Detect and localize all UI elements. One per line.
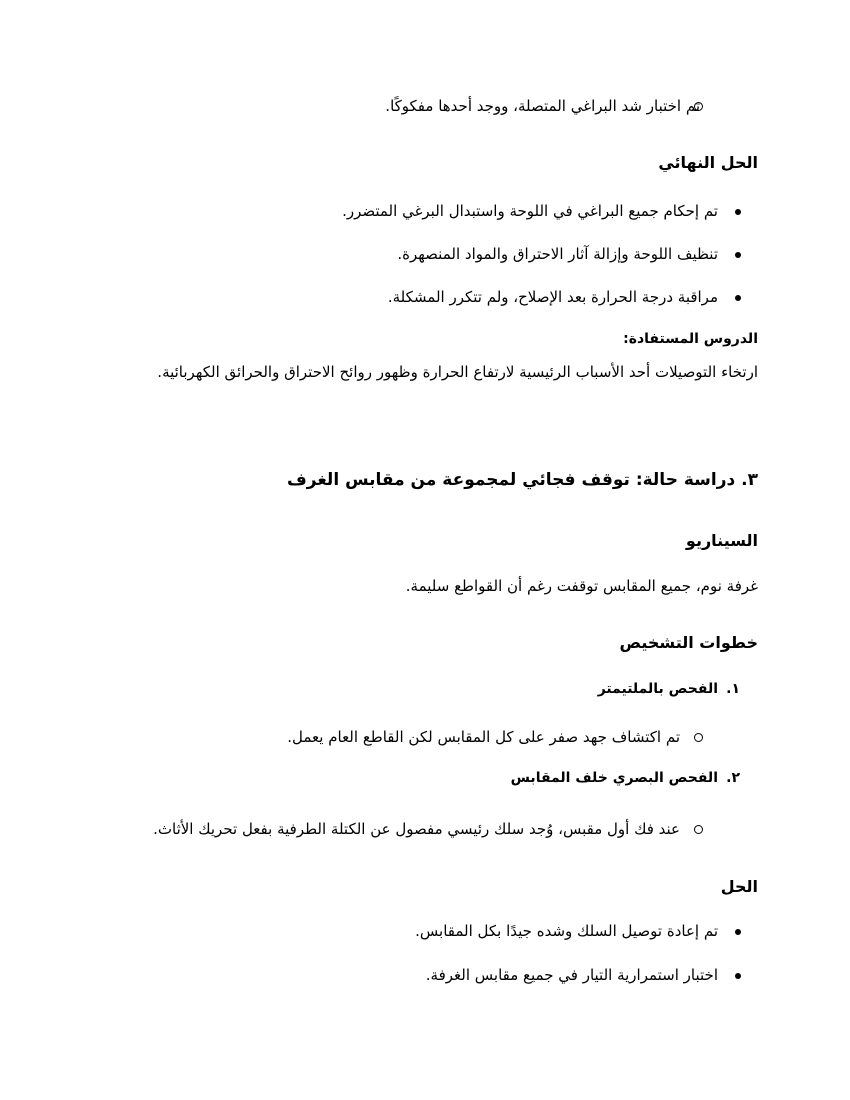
lessons-text: ارتخاء التوصيلات أحد الأسباب الرئيسية لارتفاع الحرارة وظهور روائح الاحتراق والحرائق الكهربائية. xyxy=(157,363,758,381)
list-item: مراقبة درجة الحرارة بعد الإصلاح، ولم تتكرر المشكلة. xyxy=(387,288,718,306)
step-number: ١. xyxy=(726,681,740,697)
step-detail: تم اكتشاف جهد صفر على كل المقابس لكن القاطع العام يعمل. xyxy=(287,728,680,746)
list-item: تنظيف اللوحة وإزالة آثار الاحتراق والمواد المنصهرة. xyxy=(397,245,718,263)
bullet-icon xyxy=(730,920,746,942)
section-heading: الحل النهائي xyxy=(658,153,758,172)
scenario-heading: السيناريو xyxy=(685,531,758,550)
diagnosis-heading: خطوات التشخيص xyxy=(619,633,758,652)
list-item: تم إحكام جميع البراغي في اللوحة واستبدال البرغي المتضرر. xyxy=(342,202,718,220)
bullet-icon xyxy=(730,286,746,308)
step-number: ٢. xyxy=(726,770,740,786)
solution-heading: الحل xyxy=(720,877,758,896)
hollow-bullet-icon xyxy=(690,726,706,748)
case-title: ٣. دراسة حالة: توقف فجائي لمجموعة من مقابس الغرف xyxy=(287,470,758,490)
step-title: الفحص البصري خلف المقابس xyxy=(510,770,718,786)
lessons-heading: الدروس المستفادة: xyxy=(623,331,758,347)
scenario-text: غرفة نوم، جميع المقابس توقفت رغم أن القواطع سليمة. xyxy=(405,577,758,595)
bullet-icon xyxy=(730,964,746,986)
step-title: الفحص بالملتيمتر xyxy=(597,681,718,697)
step-detail: عند فك أول مقبس، وُجد سلك رئيسي مفصول عن الكتلة الطرفية بفعل تحريك الأثاث. xyxy=(153,820,680,838)
sub-list-item: تم اختبار شد البراغي المتصلة، ووجد أحدها مفكوكًا. xyxy=(385,97,700,115)
list-item: تم إعادة توصيل السلك وشده جيدًا بكل المقابس. xyxy=(415,922,718,940)
list-item: اختبار استمرارية التيار في جميع مقابس الغرفة. xyxy=(425,966,718,984)
bullet-icon xyxy=(730,200,746,222)
hollow-bullet-icon xyxy=(690,818,706,840)
bullet-icon xyxy=(730,243,746,265)
